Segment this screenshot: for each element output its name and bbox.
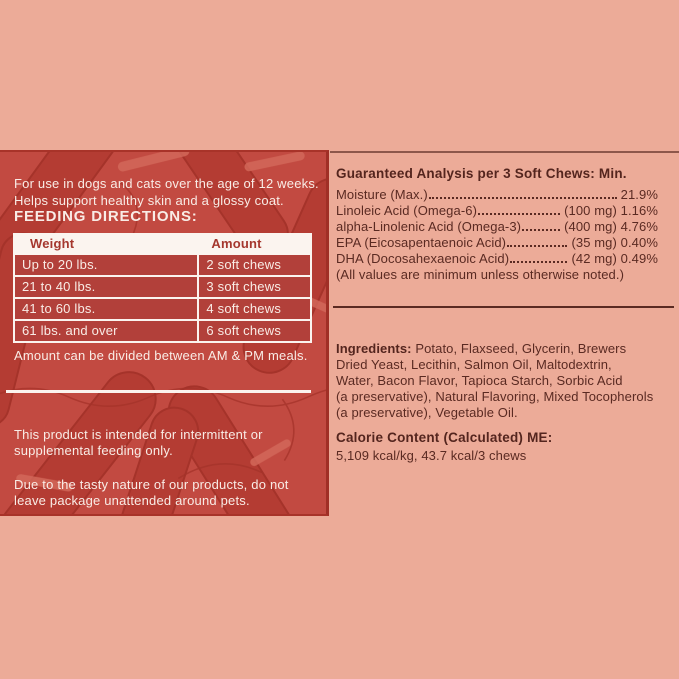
analysis-row-alpha-linolenic — [336, 219, 658, 235]
calorie-content-value: 5,109 kcal/kg, 43.7 kcal/3 chews — [336, 448, 527, 463]
weight-cell: 21 to 40 lbs. — [14, 276, 198, 298]
amount-cell: 3 soft chews — [198, 276, 311, 298]
table-row — [14, 276, 311, 298]
analysis-label: DHA (Docosahexaenoic Acid) — [336, 251, 510, 266]
package-warning-line1: Due to the tasty nature of our products, do not — [14, 477, 289, 492]
usage-statement-line1: For use in dogs and cats over the age of 12 weeks. — [14, 176, 319, 191]
weight-cell: Up to 20 lbs. — [14, 254, 198, 276]
analysis-value: 21.9% — [620, 187, 658, 202]
analysis-value: (42 mg) 0.49% — [571, 251, 658, 266]
analysis-label: EPA (Eicosapentaenoic Acid) — [336, 235, 507, 250]
feeding-panel — [0, 150, 329, 516]
table-row — [14, 320, 311, 342]
ingredients-line4: (a preservative), Natural Flavoring, Mixed Tocopherols — [336, 389, 654, 404]
dot-leader — [522, 229, 560, 231]
intermittent-feeding-line1: This product is intended for intermittent or — [14, 427, 263, 442]
feeding-table — [13, 233, 312, 343]
analysis-footnote: (All values are minimum unless otherwise noted.) — [336, 267, 625, 282]
panel-divider — [6, 390, 311, 393]
am-pm-note: Amount can be divided between AM & PM meals. — [14, 348, 308, 363]
package-warning-line2: leave package unattended around pets. — [14, 493, 250, 508]
analysis-label: alpha-Linolenic Acid (Omega-3) — [336, 219, 522, 234]
weight-cell: 61 lbs. and over — [14, 320, 198, 342]
ingredients-line1-text: Potato, Flaxseed, Glycerin, Brewers — [415, 341, 627, 356]
dot-leader — [510, 261, 567, 263]
feeding-directions-heading: FEEDING DIRECTIONS: — [14, 208, 198, 225]
usage-statement-line2: Helps support healthy skin and a glossy coat. — [14, 193, 284, 208]
amount-cell: 4 soft chews — [198, 298, 311, 320]
analysis-row-moisture — [336, 187, 658, 203]
intermittent-feeding-line2: supplemental feeding only. — [14, 443, 173, 458]
intermittent-feeding-note — [14, 427, 324, 459]
feeding-table-header-weight: Weight — [14, 234, 198, 254]
analysis-label: Moisture (Max.) — [336, 187, 428, 202]
feeding-table-header-row — [14, 234, 311, 254]
ingredients-paragraph — [336, 341, 679, 421]
analysis-value: (400 mg) 4.76% — [564, 219, 658, 234]
guaranteed-analysis-list — [336, 187, 658, 283]
ingredients-line5: (a preservative), Vegetable Oil. — [336, 405, 518, 420]
table-row — [14, 254, 311, 276]
analysis-label: Linoleic Acid (Omega-6) — [336, 203, 478, 218]
ingredients-line3: Water, Bacon Flavor, Tapioca Starch, Sorbic Acid — [336, 373, 623, 388]
table-row — [14, 298, 311, 320]
dot-leader — [507, 245, 567, 247]
guaranteed-analysis-heading: Guaranteed Analysis per 3 Soft Chews: Min. — [336, 166, 627, 181]
analysis-row-dha — [336, 251, 658, 267]
analysis-value: (100 mg) 1.16% — [564, 203, 658, 218]
analysis-row-linoleic — [336, 203, 658, 219]
feeding-panel-content — [0, 152, 326, 514]
top-rule — [330, 151, 679, 153]
feeding-table-header-amount: Amount — [198, 234, 311, 254]
ingredients-line1 — [336, 341, 679, 357]
mid-rule — [333, 306, 674, 308]
calorie-content-heading: Calorie Content (Calculated) ME: — [336, 430, 553, 445]
weight-cell: 41 to 60 lbs. — [14, 298, 198, 320]
ingredients-label: Ingredients: — [336, 341, 412, 356]
amount-cell: 6 soft chews — [198, 320, 311, 342]
amount-cell: 2 soft chews — [198, 254, 311, 276]
dot-leader — [478, 213, 560, 215]
package-warning-note — [14, 477, 324, 509]
analysis-value: (35 mg) 0.40% — [571, 235, 658, 250]
dot-leader — [429, 197, 617, 199]
usage-statement — [14, 175, 324, 209]
ingredients-line2: Dried Yeast, Lecithin, Salmon Oil, Maltodextrin, — [336, 357, 612, 372]
analysis-row-epa — [336, 235, 658, 251]
